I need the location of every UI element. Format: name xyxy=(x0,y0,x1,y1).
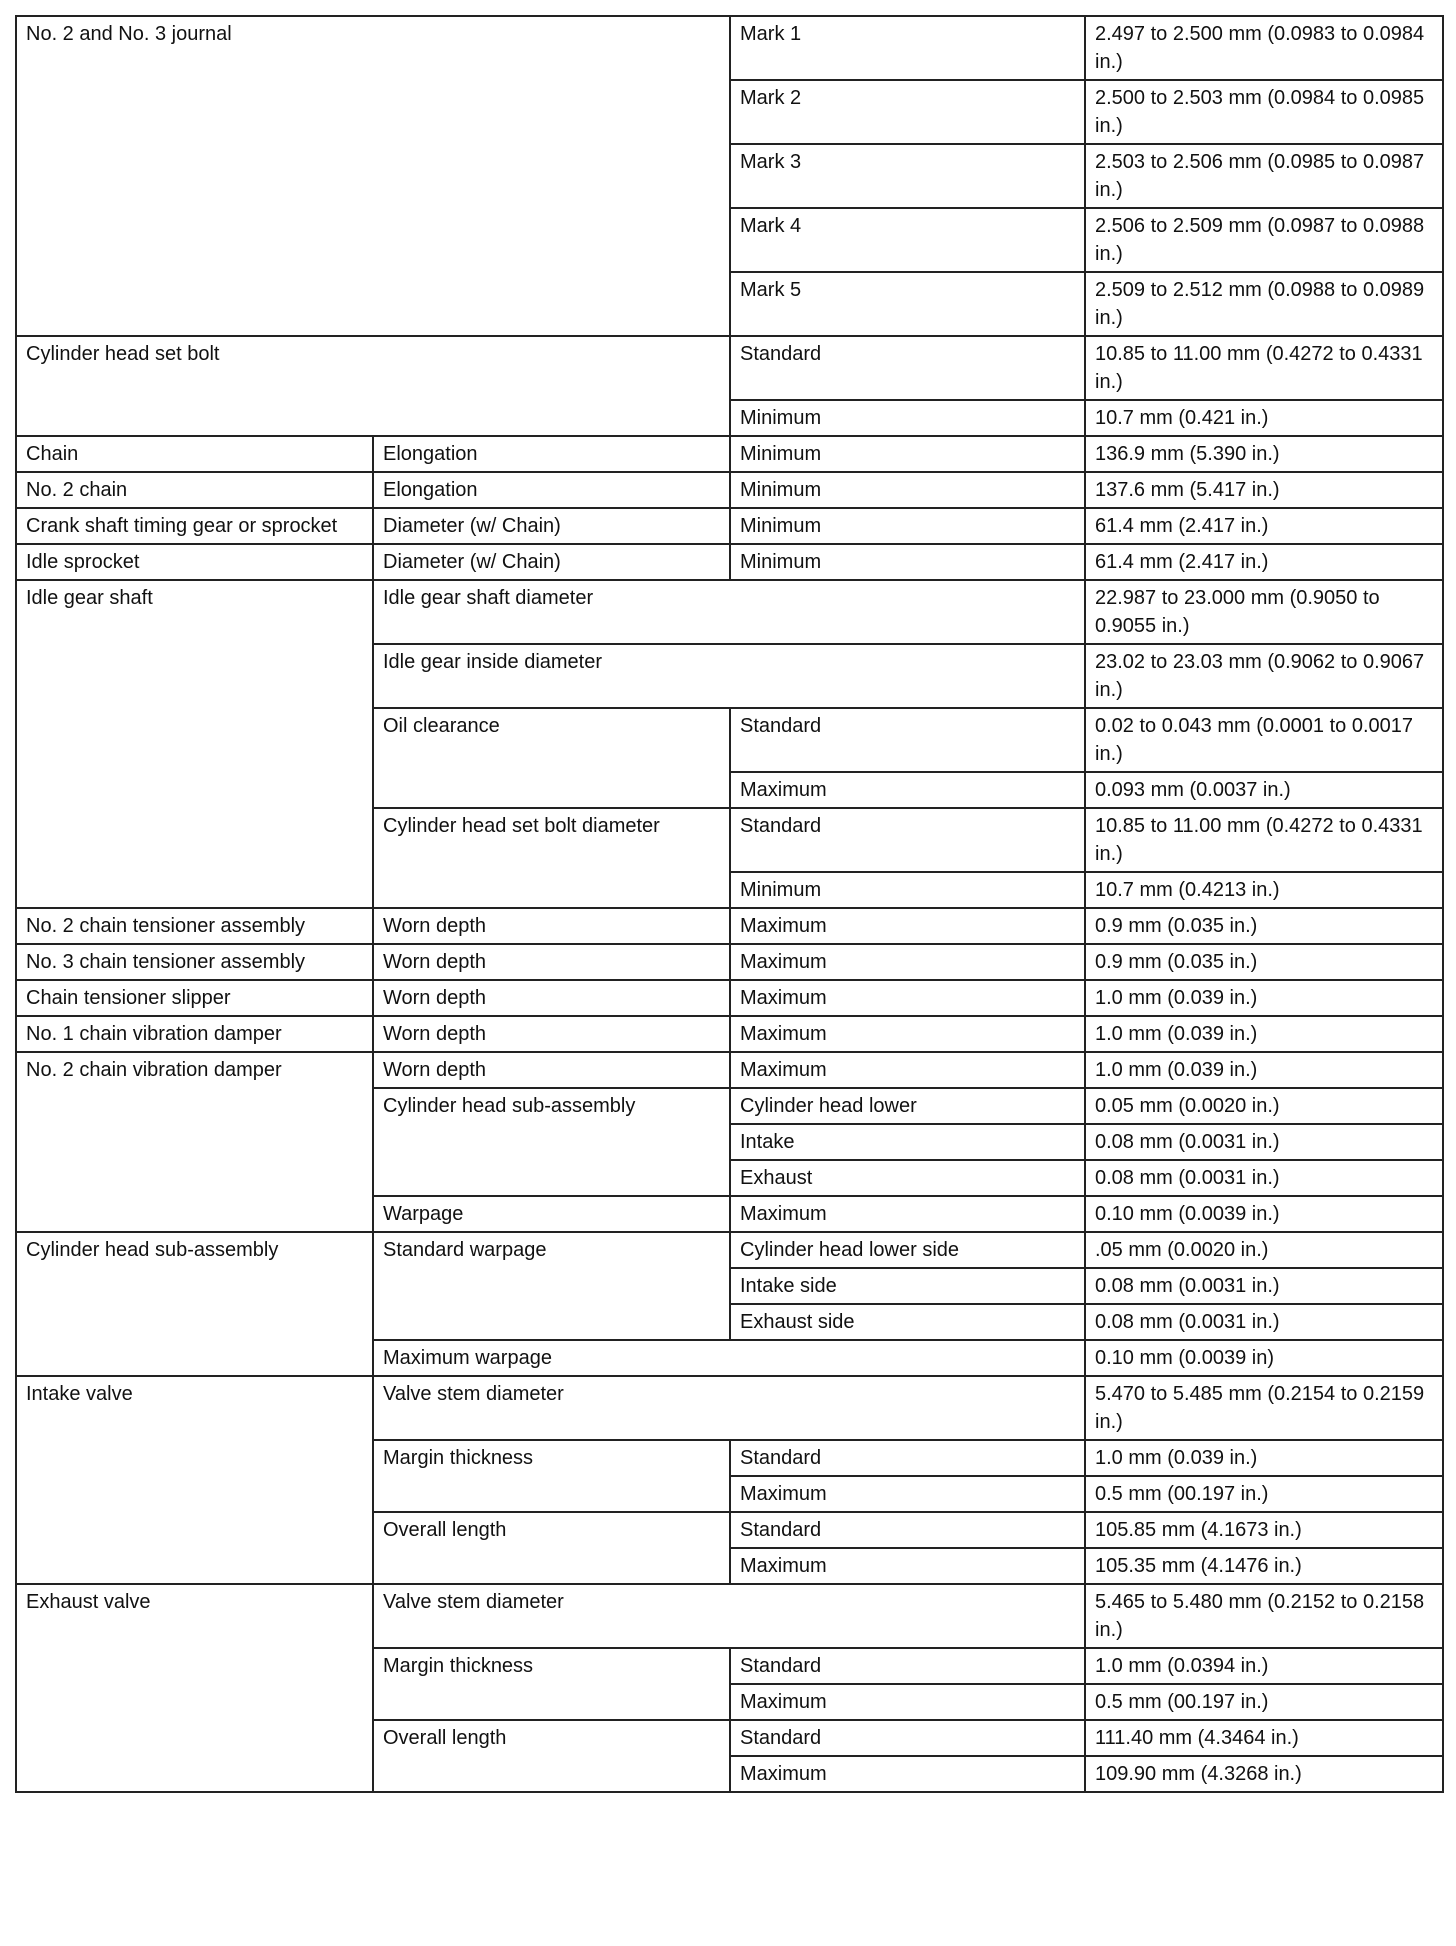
table-cell: Valve stem diameter xyxy=(373,1584,1085,1648)
table-row xyxy=(16,908,1443,944)
table-cell: No. 2 and No. 3 journal xyxy=(16,16,730,336)
table-cell: 105.85 mm (4.1673 in.) xyxy=(1085,1512,1443,1548)
table-cell: Worn depth xyxy=(373,1052,730,1088)
table-cell: 5.465 to 5.480 mm (0.2152 to 0.2158 in.) xyxy=(1085,1584,1443,1648)
table-cell: 2.506 to 2.509 mm (0.0987 to 0.0988 in.) xyxy=(1085,208,1443,272)
table-row xyxy=(16,472,1443,508)
table-cell: Maximum xyxy=(730,1548,1085,1584)
table-cell: Cylinder head set bolt diameter xyxy=(373,808,730,908)
table-cell: Idle gear inside diameter xyxy=(373,644,1085,708)
table-cell: Standard xyxy=(730,708,1085,772)
table-cell: Worn depth xyxy=(373,980,730,1016)
table-cell: Minimum xyxy=(730,436,1085,472)
table-cell: 0.02 to 0.043 mm (0.0001 to 0.0017 in.) xyxy=(1085,708,1443,772)
table-cell: No. 3 chain tensioner assembly xyxy=(16,944,373,980)
table-cell: Mark 5 xyxy=(730,272,1085,336)
table-cell: Cylinder head lower xyxy=(730,1088,1085,1124)
table-row xyxy=(16,508,1443,544)
table-cell: Cylinder head sub-assembly xyxy=(16,1232,373,1376)
table-cell: Cylinder head set bolt xyxy=(16,336,730,436)
table-cell: Mark 3 xyxy=(730,144,1085,208)
table-cell: Margin thickness xyxy=(373,1648,730,1720)
table-cell: .05 mm (0.0020 in.) xyxy=(1085,1232,1443,1268)
table-cell: Intake valve xyxy=(16,1376,373,1584)
table-cell: 1.0 mm (0.0394 in.) xyxy=(1085,1648,1443,1684)
table-cell: Cylinder head lower side xyxy=(730,1232,1085,1268)
table-cell: Maximum xyxy=(730,1684,1085,1720)
table-cell: Exhaust valve xyxy=(16,1584,373,1792)
table-cell: 2.497 to 2.500 mm (0.0983 to 0.0984 in.) xyxy=(1085,16,1443,80)
table-cell: Exhaust side xyxy=(730,1304,1085,1340)
table-cell: Mark 2 xyxy=(730,80,1085,144)
table-cell: No. 2 chain xyxy=(16,472,373,508)
table-cell: Standard xyxy=(730,336,1085,400)
table-cell: Maximum xyxy=(730,1476,1085,1512)
table-row xyxy=(16,16,1443,80)
table-cell: 10.7 mm (0.421 in.) xyxy=(1085,400,1443,436)
table-cell: 109.90 mm (4.3268 in.) xyxy=(1085,1756,1443,1792)
table-row xyxy=(16,1376,1443,1440)
table-row xyxy=(16,544,1443,580)
table-cell: Maximum xyxy=(730,1756,1085,1792)
table-cell: Overall length xyxy=(373,1720,730,1792)
table-cell: Standard xyxy=(730,808,1085,872)
table-cell: Mark 4 xyxy=(730,208,1085,272)
table-cell: Chain tensioner slipper xyxy=(16,980,373,1016)
table-cell: 137.6 mm (5.417 in.) xyxy=(1085,472,1443,508)
table-cell: Idle gear shaft xyxy=(16,580,373,908)
table-cell: Minimum xyxy=(730,400,1085,436)
table-cell: Mark 1 xyxy=(730,16,1085,80)
table-cell: 105.35 mm (4.1476 in.) xyxy=(1085,1548,1443,1584)
table-cell: 0.05 mm (0.0020 in.) xyxy=(1085,1088,1443,1124)
table-row xyxy=(16,580,1443,644)
table-cell: 0.08 mm (0.0031 in.) xyxy=(1085,1268,1443,1304)
table-cell: 2.500 to 2.503 mm (0.0984 to 0.0985 in.) xyxy=(1085,80,1443,144)
table-cell: 22.987 to 23.000 mm (0.9050 to 0.9055 in.) xyxy=(1085,580,1443,644)
table-cell: 10.85 to 11.00 mm (0.4272 to 0.4331 in.) xyxy=(1085,336,1443,400)
table-cell: Exhaust xyxy=(730,1160,1085,1196)
table-cell: Standard xyxy=(730,1440,1085,1476)
table-cell: Elongation xyxy=(373,472,730,508)
table-cell: Idle gear shaft diameter xyxy=(373,580,1085,644)
table-row xyxy=(16,1052,1443,1088)
table-cell: 2.503 to 2.506 mm (0.0985 to 0.0987 in.) xyxy=(1085,144,1443,208)
table-cell: Worn depth xyxy=(373,944,730,980)
table-cell: Margin thickness xyxy=(373,1440,730,1512)
table-cell: 111.40 mm (4.3464 in.) xyxy=(1085,1720,1443,1756)
table-cell: 1.0 mm (0.039 in.) xyxy=(1085,1440,1443,1476)
table-row xyxy=(16,336,1443,400)
table-cell: Maximum xyxy=(730,772,1085,808)
table-cell: Intake xyxy=(730,1124,1085,1160)
table-cell: No. 2 chain vibration damper xyxy=(16,1052,373,1232)
table-cell: 0.08 mm (0.0031 in.) xyxy=(1085,1124,1443,1160)
table-cell: 0.5 mm (00.197 in.) xyxy=(1085,1684,1443,1720)
table-row xyxy=(16,1584,1443,1648)
table-cell: Maximum xyxy=(730,1052,1085,1088)
table-row xyxy=(16,1232,1443,1268)
table-cell: 1.0 mm (0.039 in.) xyxy=(1085,980,1443,1016)
table-cell: Crank shaft timing gear or sprocket xyxy=(16,508,373,544)
table-cell: Minimum xyxy=(730,872,1085,908)
table-cell: Overall length xyxy=(373,1512,730,1584)
table-cell: 1.0 mm (0.039 in.) xyxy=(1085,1052,1443,1088)
table-cell: Maximum xyxy=(730,908,1085,944)
table-cell: No. 1 chain vibration damper xyxy=(16,1016,373,1052)
table-row xyxy=(16,1016,1443,1052)
table-cell: Maximum xyxy=(730,1016,1085,1052)
table-cell: Worn depth xyxy=(373,908,730,944)
table-cell: Standard xyxy=(730,1512,1085,1548)
table-cell: Elongation xyxy=(373,436,730,472)
table-cell: 61.4 mm (2.417 in.) xyxy=(1085,508,1443,544)
table-row xyxy=(16,944,1443,980)
table-cell: Warpage xyxy=(373,1196,730,1232)
table-cell: Valve stem diameter xyxy=(373,1376,1085,1440)
table-cell: Cylinder head sub-assembly xyxy=(373,1088,730,1196)
table-cell: Worn depth xyxy=(373,1016,730,1052)
table-cell: 0.08 mm (0.0031 in.) xyxy=(1085,1304,1443,1340)
table-cell: Intake side xyxy=(730,1268,1085,1304)
table-row xyxy=(16,436,1443,472)
table-cell: Minimum xyxy=(730,472,1085,508)
table-cell: 2.509 to 2.512 mm (0.0988 to 0.0989 in.) xyxy=(1085,272,1443,336)
table-cell: Maximum warpage xyxy=(373,1340,1085,1376)
table-cell: Standard warpage xyxy=(373,1232,730,1340)
spec-table-body xyxy=(16,16,1443,1792)
table-cell: 61.4 mm (2.417 in.) xyxy=(1085,544,1443,580)
table-cell: 23.02 to 23.03 mm (0.9062 to 0.9067 in.) xyxy=(1085,644,1443,708)
table-cell: Diameter (w/ Chain) xyxy=(373,544,730,580)
table-row xyxy=(16,980,1443,1016)
table-cell: 0.093 mm (0.0037 in.) xyxy=(1085,772,1443,808)
table-cell: Maximum xyxy=(730,980,1085,1016)
table-cell: 0.5 mm (00.197 in.) xyxy=(1085,1476,1443,1512)
table-cell: Chain xyxy=(16,436,373,472)
table-cell: 0.9 mm (0.035 in.) xyxy=(1085,908,1443,944)
table-cell: Minimum xyxy=(730,508,1085,544)
table-cell: Maximum xyxy=(730,944,1085,980)
table-cell: No. 2 chain tensioner assembly xyxy=(16,908,373,944)
table-cell: 136.9 mm (5.390 in.) xyxy=(1085,436,1443,472)
table-cell: Minimum xyxy=(730,544,1085,580)
table-cell: Oil clearance xyxy=(373,708,730,808)
spec-table xyxy=(15,15,1444,1793)
table-cell: Diameter (w/ Chain) xyxy=(373,508,730,544)
table-cell: 5.470 to 5.485 mm (0.2154 to 0.2159 in.) xyxy=(1085,1376,1443,1440)
table-cell: 0.9 mm (0.035 in.) xyxy=(1085,944,1443,980)
table-cell: Standard xyxy=(730,1648,1085,1684)
table-cell: 1.0 mm (0.039 in.) xyxy=(1085,1016,1443,1052)
table-cell: 10.85 to 11.00 mm (0.4272 to 0.4331 in.) xyxy=(1085,808,1443,872)
table-cell: 0.08 mm (0.0031 in.) xyxy=(1085,1160,1443,1196)
table-cell: 0.10 mm (0.0039 in) xyxy=(1085,1340,1443,1376)
table-cell: 10.7 mm (0.4213 in.) xyxy=(1085,872,1443,908)
table-cell: 0.10 mm (0.0039 in.) xyxy=(1085,1196,1443,1232)
table-cell: Maximum xyxy=(730,1196,1085,1232)
table-cell: Standard xyxy=(730,1720,1085,1756)
table-cell: Idle sprocket xyxy=(16,544,373,580)
